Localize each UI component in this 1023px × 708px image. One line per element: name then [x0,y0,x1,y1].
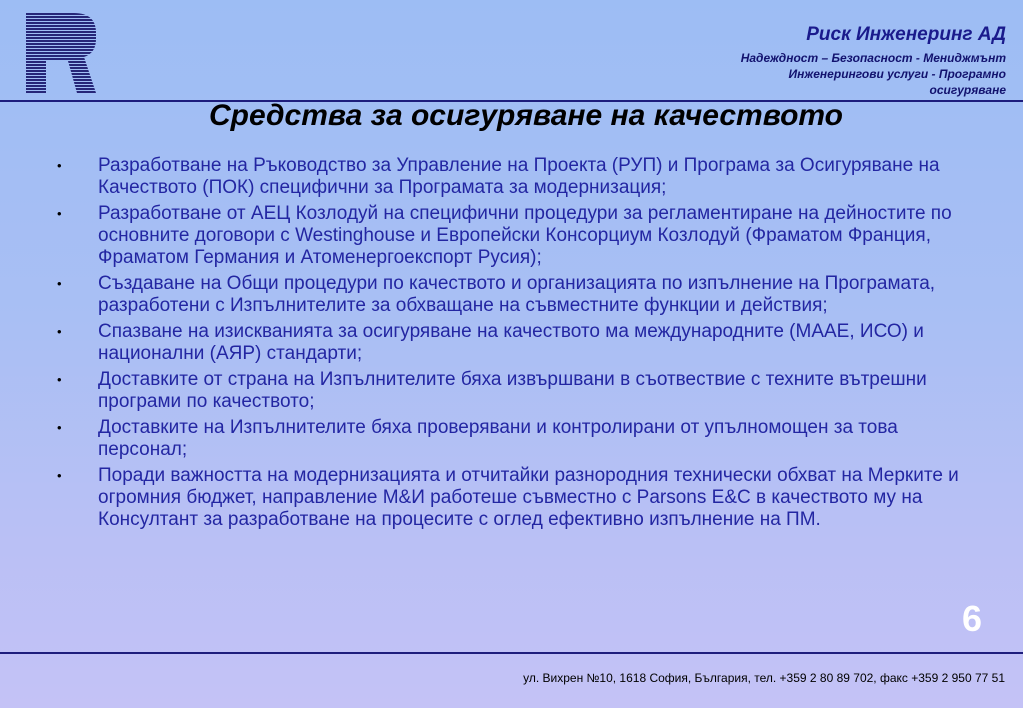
logo-stripe [26,67,96,69]
bullet-icon: • [57,468,62,483]
slide-title: Средства за осигуряване на качеството [208,99,844,132]
logo-stripe [26,19,96,21]
company-tagline-line: Инженерингови услуги - Програмно [788,67,1006,81]
logo-stripe [26,58,96,60]
bullet-item [57,369,967,413]
bullet-item [57,203,967,269]
logo-stripe [26,46,96,48]
bullet-icon: • [57,206,62,221]
logo-stripe [26,70,96,72]
logo-stripe [26,73,96,75]
logo-stripe [26,25,96,27]
logo-stripe [26,37,96,39]
logo-stripe [26,85,96,87]
logo-stripe [26,55,96,57]
bullet-text: Поради важността на модернизацията и отчитайки разнородния технически обхват на Мерките и огромния бюджет, направление М&И работеше съвместно с Parsons E&C в качеството му на Консултант за разработване на процесите с оглед ефективно изпълнение на ПМ. [98,465,959,530]
bullet-icon: • [57,276,62,291]
company-name: Риск Инженеринг АД [806,24,1006,45]
company-logo [26,13,96,93]
bullet-text: Разработване от АЕЦ Козлодуй на специфични процедури за регламентиране на дейностите по основните договори с Westinghouse и Европейски Консорциум Козлодуй (Фраматом Франция, Фраматом Германия и Атоменергоекспорт Русия); [98,203,952,268]
bullet-item [57,321,967,365]
company-tagline-line: осигуряване [929,83,1006,97]
logo-stripe [26,43,96,45]
company-header [741,24,1006,98]
bullet-icon: • [57,372,62,387]
logo-stripe [26,52,96,54]
bullet-text: Доставките на Изпълнителите бяха проверявани и контролирани от упълномощен за това персонал; [98,417,898,460]
logo-stripe [26,16,96,18]
logo-stripe [26,79,96,81]
logo-stripe [26,28,96,30]
logo-stripe [26,34,96,36]
bullet-item [57,155,967,199]
footer-divider [0,652,1023,654]
bullet-text: Разработване на Ръководство за Управление на Проекта (РУП) и Програма за Осигуряване на Качеството (ПОК) специфични за Програмата за модернизация; [98,155,940,198]
logo-stripe [26,64,96,66]
bullet-icon: • [57,324,62,339]
logo-stripe [26,31,96,33]
company-tagline-line: Надеждност – Безопасност - Мениджмънт [740,51,1006,65]
logo-stripe [26,22,96,24]
logo-stripe [26,40,96,42]
logo-stripe [26,88,96,90]
bullet-item [57,417,967,461]
logo-stripe [26,13,96,15]
logo-stripe [26,49,96,51]
bullet-list [57,155,967,535]
logo-stripe [26,76,96,78]
logo-stripe [26,91,96,93]
bullet-icon: • [57,420,62,435]
footer-address: ул. Вихрен №10, 1618 София, България, тел. +359 2 80 89 702, факс +359 2 950 77 51 [523,671,1005,685]
bullet-text: Спазване на изискванията за осигуряване на качеството ма международните (МААЕ, ИСО) и национални (АЯР) стандарти; [98,321,924,364]
page-number: 6 [962,598,983,639]
logo-stripe [26,61,96,63]
bullet-item [57,465,967,531]
logo-stripe [26,82,96,84]
bullet-item [57,273,967,317]
bullet-text: Доставките от страна на Изпълнителите бяха извършвани в съотвествие с техните вътрешни програми по качеството; [98,369,927,412]
bullet-text: Създаване на Общи процедури по качеството и организацията по изпълнение на Програмата, разработени с Изпълнителите за обхващане на съвместните функции и действия; [98,273,936,316]
bullet-icon: • [57,158,62,173]
